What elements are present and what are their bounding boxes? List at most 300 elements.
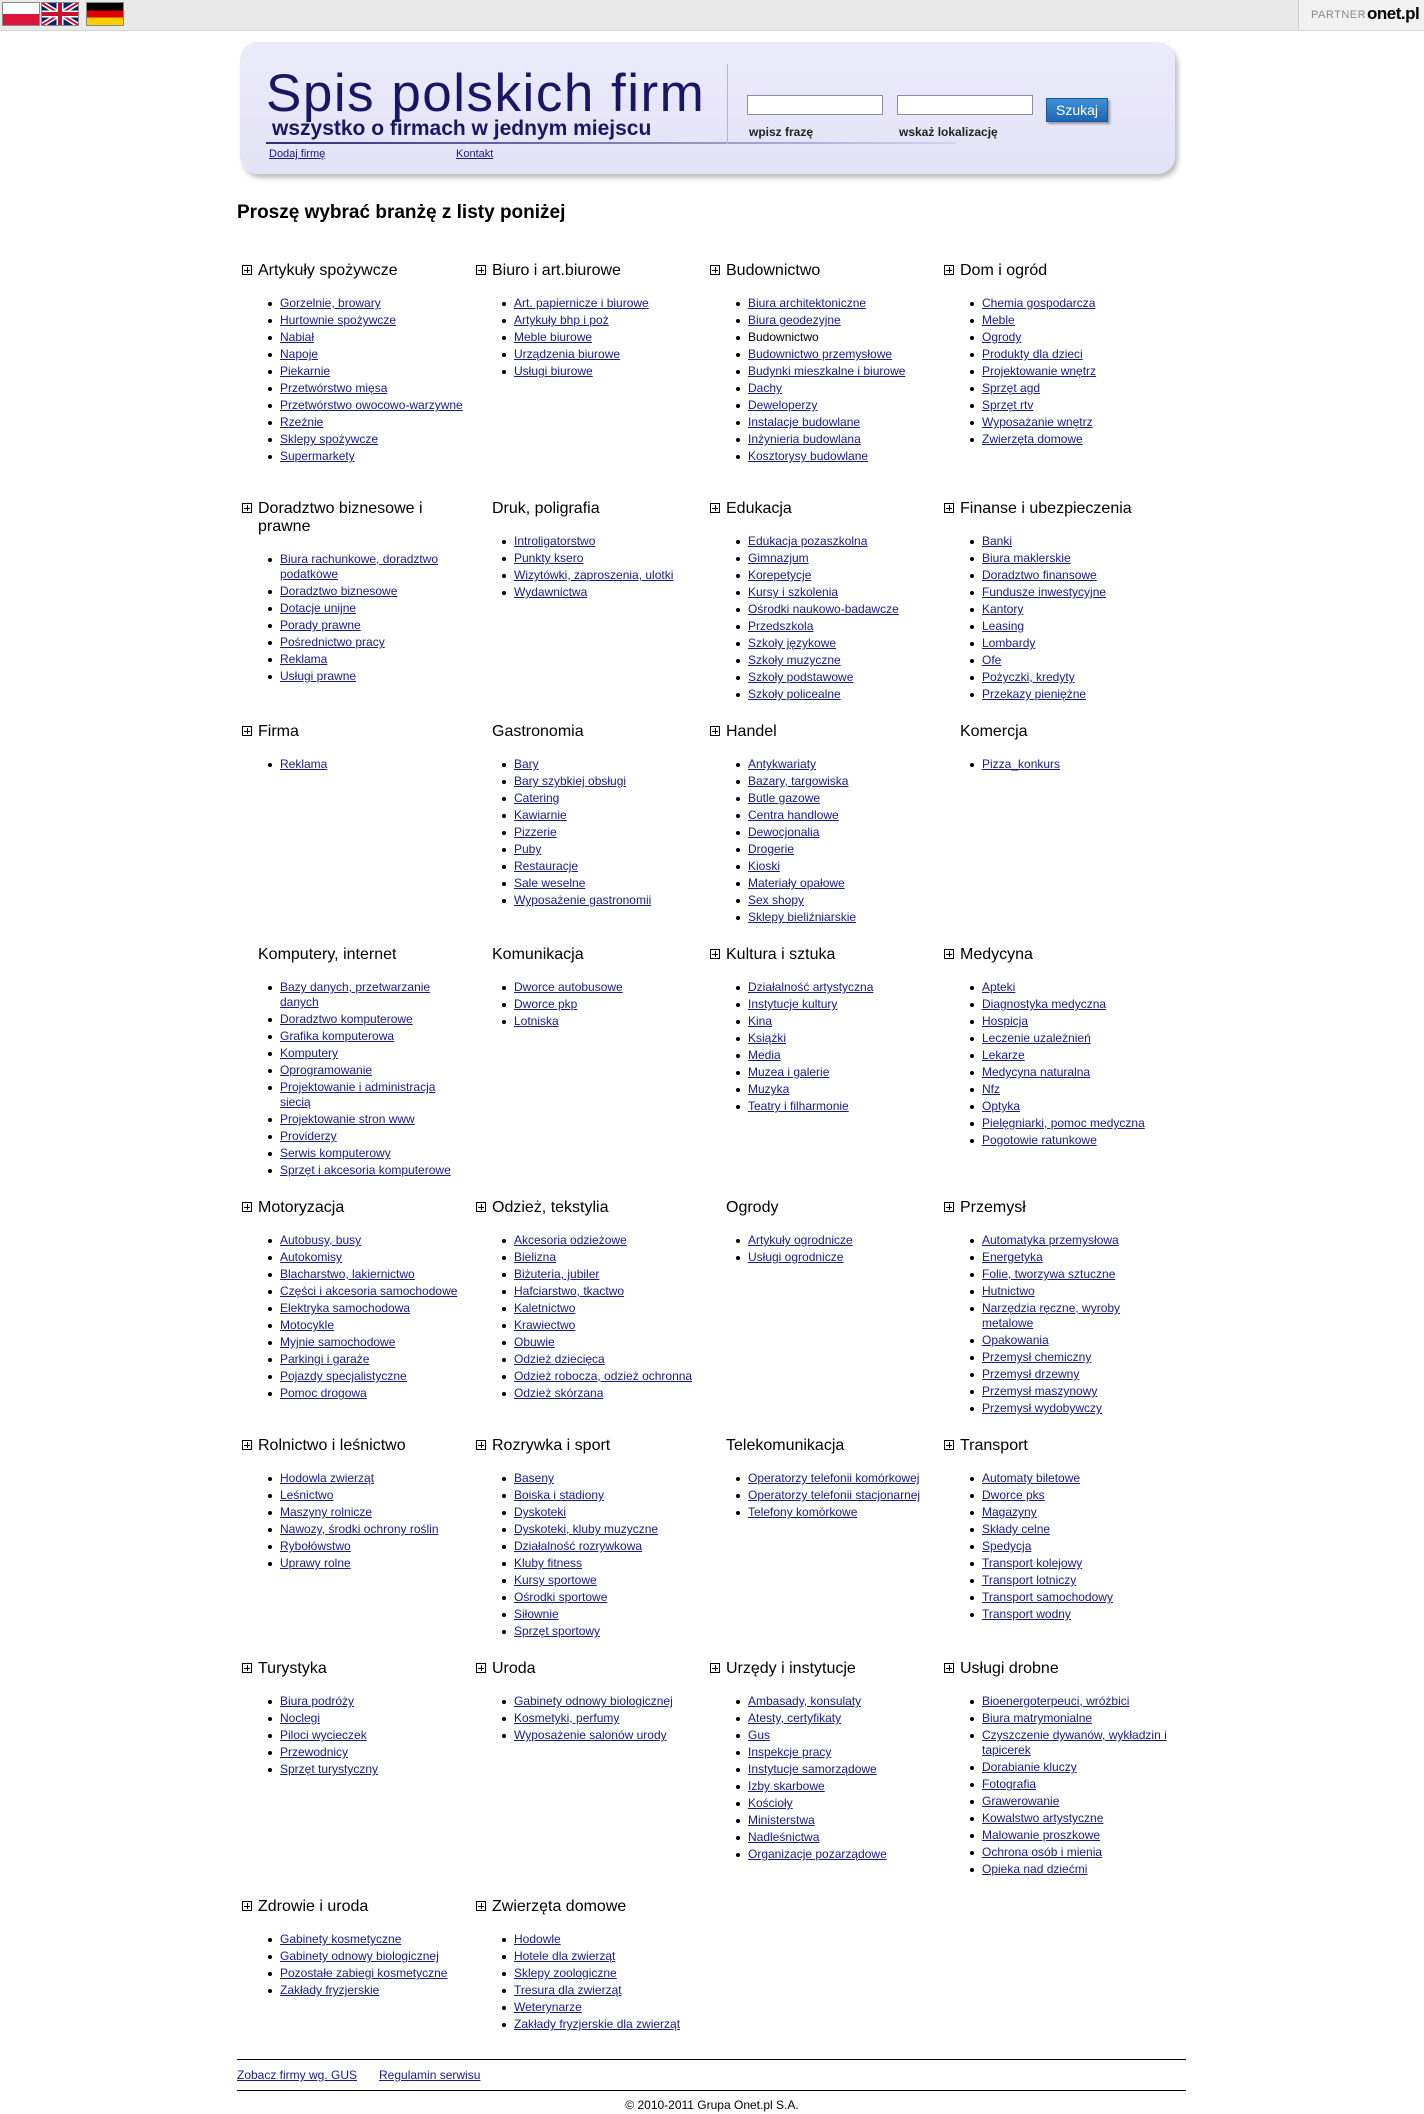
subcategory-link[interactable]: Motocykle bbox=[280, 1318, 335, 1332]
subcategory-link[interactable]: Instytucje kultury bbox=[748, 997, 838, 1011]
subcategory-link[interactable]: Drogerie bbox=[748, 842, 795, 856]
subcategory-link[interactable]: Gabinety odnowy biologicznej bbox=[280, 1949, 439, 1963]
subcategory-link[interactable]: Leczenie uzależnień bbox=[982, 1031, 1091, 1045]
subcategory-link[interactable]: Lotniska bbox=[514, 1014, 559, 1028]
expand-plus-icon[interactable] bbox=[710, 949, 720, 959]
subcategory-link[interactable]: Siłownie bbox=[514, 1607, 559, 1621]
subcategory-link[interactable]: Fundusze inwestycyjne bbox=[982, 585, 1107, 599]
expand-plus-icon[interactable] bbox=[242, 726, 252, 736]
subcategory-link[interactable]: Napoje bbox=[280, 347, 319, 361]
subcategory-link[interactable]: Pozostałe zabiegi kosmetyczne bbox=[280, 1966, 448, 1980]
subcategory-link[interactable]: Sklepy spożywcze bbox=[280, 432, 379, 446]
list-item bbox=[982, 1556, 1167, 1571]
category-title-label: Rolnictwo i leśnictwo bbox=[258, 1437, 406, 1454]
expand-plus-icon[interactable] bbox=[944, 1663, 954, 1673]
subcategory-link[interactable]: Ośrodki sportowe bbox=[514, 1590, 608, 1604]
subcategory-link[interactable]: Dyskoteki, kluby muzyczne bbox=[514, 1522, 659, 1536]
subcategory-link[interactable]: Kina bbox=[748, 1014, 773, 1028]
subcategory-link[interactable]: Hotele dla zwierząt bbox=[514, 1949, 616, 1963]
subcategory-link[interactable]: Lekarze bbox=[982, 1048, 1025, 1062]
subcategory-link[interactable]: Biura matrymonialne bbox=[982, 1711, 1093, 1725]
expand-plus-icon[interactable] bbox=[710, 265, 720, 275]
list-item bbox=[280, 980, 465, 1010]
subcategory-link[interactable]: Gorzelnie, browary bbox=[280, 296, 381, 310]
subcategory-link[interactable]: Gabinety odnowy biologicznej bbox=[514, 1694, 673, 1708]
subcategory-link[interactable]: Lombardy bbox=[982, 636, 1036, 650]
subcategory-link[interactable]: Maszyny rolnicze bbox=[280, 1505, 373, 1519]
list-item bbox=[514, 893, 699, 908]
subcategory-link[interactable]: Akcesoria odzieżowe bbox=[514, 1233, 627, 1247]
subcategory-link[interactable]: Baseny bbox=[514, 1471, 555, 1485]
category-title bbox=[474, 723, 699, 741]
subcategory-link[interactable]: Reklama bbox=[280, 652, 328, 666]
subcategory-link[interactable]: Kioski bbox=[748, 859, 781, 873]
list-item bbox=[514, 1539, 699, 1554]
subcategory-link[interactable]: Projektowanie wnętrz bbox=[982, 364, 1097, 378]
subcategory-link[interactable]: Sprzęt rtv bbox=[982, 398, 1034, 412]
subcategory-link[interactable]: Dyskoteki bbox=[514, 1505, 567, 1519]
subcategory-link[interactable]: Artykuły bhp i poż bbox=[514, 313, 609, 327]
subcategory-link[interactable]: Rybołówstwo bbox=[280, 1539, 351, 1553]
subcategory-link[interactable]: Atesty, certyfikaty bbox=[748, 1711, 842, 1725]
subcategory-link[interactable]: Zakłady fryzjerskie dla zwierząt bbox=[514, 2017, 681, 2031]
subcategory-link[interactable]: Usługi prawne bbox=[280, 669, 357, 683]
subcategory-link[interactable]: Instalacje budowlane bbox=[748, 415, 861, 429]
category-title bbox=[474, 946, 699, 964]
subcategory-link[interactable]: Weterynarze bbox=[514, 2000, 582, 2014]
subcategory-link[interactable]: Media bbox=[748, 1048, 781, 1062]
category-title-label: Artykuły spożywcze bbox=[258, 262, 398, 279]
list-item bbox=[514, 1267, 699, 1282]
subcategory-link[interactable]: Sprzęt i akcesoria komputerowe bbox=[280, 1163, 451, 1177]
subcategory-link[interactable]: Projektowanie stron www bbox=[280, 1112, 415, 1126]
subcategory-link[interactable]: Elektryka samochodowa bbox=[280, 1301, 411, 1315]
subcategory-link[interactable]: Fotografia bbox=[982, 1777, 1037, 1791]
logo-underline bbox=[266, 142, 956, 144]
expand-plus-icon[interactable] bbox=[710, 726, 720, 736]
subcategory-link[interactable]: Artykuły ogrodnicze bbox=[748, 1233, 853, 1247]
subcategory-link[interactable]: Magazyny bbox=[982, 1505, 1037, 1519]
subcategory-link[interactable]: Boiska i stadiony bbox=[514, 1488, 605, 1502]
subcategory-link[interactable]: Introligatorstwo bbox=[514, 534, 596, 548]
subcategory-link[interactable]: Wydawnictwa bbox=[514, 585, 588, 599]
list-item bbox=[748, 859, 933, 874]
subcategory-link[interactable]: Piekarnie bbox=[280, 364, 331, 378]
subcategory-link[interactable]: Grawerowanie bbox=[982, 1794, 1060, 1808]
subcategory-link[interactable]: Kosmetyki, perfumy bbox=[514, 1711, 620, 1725]
subcategory-link[interactable]: Wyposażenie gastronomii bbox=[514, 893, 652, 907]
expand-plus-icon[interactable] bbox=[710, 1663, 720, 1673]
subcategory-link[interactable]: Przetwórstwo owocowo-warzywne bbox=[280, 398, 463, 412]
list-item bbox=[982, 551, 1167, 566]
subcategory-link[interactable]: Odzież skórzana bbox=[514, 1386, 604, 1400]
expand-plus-icon[interactable] bbox=[944, 1202, 954, 1212]
subcategory-link[interactable]: Edukacja pozaszkolna bbox=[748, 534, 868, 548]
list-item bbox=[514, 1352, 699, 1367]
subcategory-link[interactable]: Teatry i filharmonie bbox=[748, 1099, 849, 1113]
subcategory-link[interactable]: Kantory bbox=[982, 602, 1024, 616]
subcategory-link[interactable]: Zwierzęta domowe bbox=[982, 432, 1083, 446]
subcategory-link[interactable]: Pośrednictwo pracy bbox=[280, 635, 385, 649]
subcategory-link[interactable]: Malowanie proszkowe bbox=[982, 1828, 1101, 1842]
category-title bbox=[240, 946, 465, 964]
expand-plus-icon[interactable] bbox=[944, 949, 954, 959]
subcategory-link[interactable]: Inżynieria budowlana bbox=[748, 432, 861, 446]
list-item bbox=[982, 1845, 1167, 1860]
subcategory-link[interactable]: Kawiarnie bbox=[514, 808, 567, 822]
subcategory-link[interactable]: Krawiectwo bbox=[514, 1318, 576, 1332]
subcategory-link[interactable]: Supermarkety bbox=[280, 449, 355, 463]
subcategory-link[interactable]: Książki bbox=[748, 1031, 787, 1045]
subcategory-link[interactable]: Szkoły podstawowe bbox=[748, 670, 854, 684]
subcategory-link[interactable]: Przewodnicy bbox=[280, 1745, 349, 1759]
category-block bbox=[942, 1437, 1167, 1624]
expand-plus-icon[interactable] bbox=[476, 265, 486, 275]
subcategory-link[interactable]: Serwis komputerowy bbox=[280, 1146, 391, 1160]
subcategory-link[interactable]: Kosztorysy budowlane bbox=[748, 449, 869, 463]
subcategory-link[interactable]: Biura maklerskie bbox=[982, 551, 1071, 565]
subcategory-link[interactable]: Autobusy, busy bbox=[280, 1233, 362, 1247]
expand-plus-icon[interactable] bbox=[476, 1663, 486, 1673]
subcategory-link[interactable]: Bary szybkiej obsługi bbox=[514, 774, 627, 788]
expand-plus-icon[interactable] bbox=[242, 265, 252, 275]
subcategory-link[interactable]: Oprogramowanie bbox=[280, 1063, 373, 1077]
subcategory-link[interactable]: Sprzęt turystyczny bbox=[280, 1762, 379, 1776]
subcategory-link[interactable]: Przemysł chemiczny bbox=[982, 1350, 1092, 1364]
subcategory-link[interactable]: Izby skarbowe bbox=[748, 1779, 825, 1793]
flag-en-icon[interactable] bbox=[41, 2, 79, 26]
subcategory-link[interactable]: Puby bbox=[514, 842, 542, 856]
subcategory-link[interactable]: Odzież robocza, odzież ochronna bbox=[514, 1369, 693, 1383]
subcategory-link[interactable]: Przekazy pieniężne bbox=[982, 687, 1087, 701]
subcategory-link[interactable]: Hutnictwo bbox=[982, 1284, 1035, 1298]
subcategory-link[interactable]: Przedszkola bbox=[748, 619, 814, 633]
subcategory-link[interactable]: Medycyna naturalna bbox=[982, 1065, 1091, 1079]
subcategory-link[interactable]: Gimnazjum bbox=[748, 551, 809, 565]
list-item bbox=[280, 1762, 465, 1777]
subcategory-link[interactable]: Przemysł wydobywczy bbox=[982, 1401, 1103, 1415]
subcategory-link[interactable]: Leasing bbox=[982, 619, 1025, 633]
subcategory-list bbox=[708, 534, 933, 702]
subcategory-link[interactable]: Ambasady, konsulaty bbox=[748, 1694, 862, 1708]
subcategory-link[interactable]: Butle gazowe bbox=[748, 791, 821, 805]
subcategory-link[interactable]: Opieka nad dziećmi bbox=[982, 1862, 1088, 1876]
subcategory-link[interactable]: Folie, tworzywa sztuczne bbox=[982, 1267, 1116, 1281]
subcategory-link[interactable]: Produkty dla dzieci bbox=[982, 347, 1083, 361]
subcategory-link[interactable]: Porady prawne bbox=[280, 618, 361, 632]
list-item bbox=[280, 1267, 465, 1282]
subcategory-link[interactable]: Ochrona osób i mienia bbox=[982, 1845, 1103, 1859]
subcategory-list bbox=[708, 1233, 933, 1265]
subcategory-link[interactable]: Uprawy rolne bbox=[280, 1556, 351, 1570]
subcategory-link[interactable]: Transport samochodowy bbox=[982, 1590, 1113, 1604]
subcategory-link[interactable]: Punkty ksero bbox=[514, 551, 584, 565]
expand-plus-icon[interactable] bbox=[476, 1440, 486, 1450]
subcategory-link[interactable]: Myjnie samochodowe bbox=[280, 1335, 396, 1349]
search-button[interactable]: Szukaj bbox=[1046, 98, 1108, 122]
list-item bbox=[280, 449, 465, 464]
terms-link[interactable]: Regulamin serwisu bbox=[379, 2068, 481, 2082]
subcategory-link[interactable]: Transport kolejowy bbox=[982, 1556, 1083, 1570]
subcategory-link[interactable]: Gus bbox=[748, 1728, 771, 1742]
subcategory-link[interactable]: Doradztwo komputerowe bbox=[280, 1012, 413, 1026]
subcategory-link[interactable]: Dewocjonalia bbox=[748, 825, 820, 839]
subcategory-link[interactable]: Szkoły muzyczne bbox=[748, 653, 841, 667]
list-item bbox=[748, 1830, 933, 1845]
category-title-label: Gastronomia bbox=[492, 723, 584, 740]
subcategory-link[interactable]: Nadleśnictwa bbox=[748, 1830, 820, 1844]
subcategory-link[interactable]: Czyszczenie dywanów, wykładzin i tapicerek bbox=[982, 1728, 1167, 1757]
list-item bbox=[982, 1694, 1167, 1709]
subcategory-link[interactable]: Części i akcesoria samochodowe bbox=[280, 1284, 458, 1298]
subcategory-link[interactable]: Składy celne bbox=[982, 1522, 1051, 1536]
subcategory-link[interactable]: Budynki mieszkalne i biurowe bbox=[748, 364, 906, 378]
expand-plus-icon[interactable] bbox=[944, 265, 954, 275]
subcategory-link[interactable]: Kluby fitness bbox=[514, 1556, 583, 1570]
subcategory-link[interactable]: Projektowanie i administracja siecią bbox=[280, 1080, 436, 1109]
subcategory-link[interactable]: Automatyka przemysłowa bbox=[982, 1233, 1119, 1247]
subcategory-link[interactable]: Sprzęt sportowy bbox=[514, 1624, 601, 1638]
gus-link[interactable]: Zobacz firmy wg. GUS bbox=[237, 2068, 358, 2082]
subcategory-link[interactable]: Przemysł drzewny bbox=[982, 1367, 1080, 1381]
subcategory-link[interactable]: Biura architektoniczne bbox=[748, 296, 867, 310]
list-item bbox=[748, 997, 933, 1012]
subcategory-link[interactable]: Sprzęt agd bbox=[982, 381, 1041, 395]
category-title bbox=[942, 262, 1167, 280]
list-item bbox=[514, 774, 699, 789]
subcategory-link[interactable]: Dworce autobusowe bbox=[514, 980, 623, 994]
subcategory-link[interactable]: Providerzy bbox=[280, 1129, 337, 1143]
subcategory-link[interactable]: Pizzerie bbox=[514, 825, 557, 839]
list-item bbox=[280, 1522, 465, 1537]
subcategory-link[interactable]: Muzea i galerie bbox=[748, 1065, 830, 1079]
subcategory-link[interactable]: Kaletnictwo bbox=[514, 1301, 576, 1315]
subcategory-link[interactable]: Art. papiernicze i biurowe bbox=[514, 296, 649, 310]
category-block bbox=[942, 262, 1167, 449]
subcategory-link[interactable]: Energetyka bbox=[982, 1250, 1043, 1264]
subcategory-link[interactable]: Korepetycje bbox=[748, 568, 812, 582]
list-item bbox=[514, 364, 699, 379]
subcategory-link[interactable]: Bielizna bbox=[514, 1250, 557, 1264]
subcategory-link[interactable]: Tresura dla zwierząt bbox=[514, 1983, 622, 1997]
subcategory-link[interactable]: Kursy i szkolenia bbox=[748, 585, 839, 599]
expand-plus-icon[interactable] bbox=[944, 503, 954, 513]
list-item bbox=[982, 398, 1167, 413]
subcategory-link[interactable]: Piloci wycieczek bbox=[280, 1728, 367, 1742]
subcategory-link[interactable]: Szkoły językowe bbox=[748, 636, 837, 650]
subcategory-link[interactable]: Kościoły bbox=[748, 1796, 793, 1810]
subcategory-list bbox=[240, 1233, 465, 1401]
subcategory-link[interactable]: Działalność rozrywkowa bbox=[514, 1539, 643, 1553]
subcategory-link[interactable]: Komputery bbox=[280, 1046, 339, 1060]
subcategory-link[interactable]: Działalność artystyczna bbox=[748, 980, 874, 994]
subcategory-link[interactable]: Dachy bbox=[748, 381, 783, 395]
subcategory-link[interactable]: Grafika komputerowa bbox=[280, 1029, 395, 1043]
list-item bbox=[748, 432, 933, 447]
subcategory-link[interactable]: Spedycja bbox=[982, 1539, 1032, 1553]
subcategory-link[interactable]: Nabiał bbox=[280, 330, 315, 344]
expand-plus-icon[interactable] bbox=[710, 503, 720, 513]
subcategory-link[interactable]: Dotacje unijne bbox=[280, 601, 357, 615]
subcategory-link[interactable]: Usługi ogrodnicze bbox=[748, 1250, 844, 1264]
subcategory-link[interactable]: Operatorzy telefonii stacjonarnej bbox=[748, 1488, 921, 1502]
expand-plus-icon[interactable] bbox=[476, 1901, 486, 1911]
subcategory-link[interactable]: Biura podróży bbox=[280, 1694, 355, 1708]
subcategory-link[interactable]: Noclegi bbox=[280, 1711, 321, 1725]
subcategory-link[interactable]: Usługi biurowe bbox=[514, 364, 593, 378]
list-item bbox=[748, 1014, 933, 1029]
subcategory-link[interactable]: Telefony komórkowe bbox=[748, 1505, 858, 1519]
subcategory-link[interactable]: Restauracje bbox=[514, 859, 579, 873]
subcategory-link[interactable]: Opakowania bbox=[982, 1333, 1049, 1347]
subcategory-link[interactable]: Wyposażenie salonów urody bbox=[514, 1728, 667, 1742]
expand-plus-icon[interactable] bbox=[242, 1202, 252, 1212]
subcategory-link[interactable]: Leśnictwo bbox=[280, 1488, 334, 1502]
list-item bbox=[982, 1250, 1167, 1265]
subcategory-text: Budownictwo bbox=[748, 330, 819, 344]
subcategory-link[interactable]: Ofe bbox=[982, 653, 1002, 667]
subcategory-link[interactable]: Operatorzy telefonii komórkowej bbox=[748, 1471, 920, 1485]
subcategory-link[interactable]: Kowalstwo artystyczne bbox=[982, 1811, 1104, 1825]
subcategory-link[interactable]: Hodowle bbox=[514, 1932, 561, 1946]
subcategory-link[interactable]: Sex shopy bbox=[748, 893, 805, 907]
subcategory-link[interactable]: Wyposażanie wnętrz bbox=[982, 415, 1093, 429]
list-item bbox=[748, 1471, 933, 1486]
flag-pl-icon[interactable] bbox=[2, 2, 40, 26]
subcategory-link[interactable]: Muzyka bbox=[748, 1082, 790, 1096]
subcategory-link[interactable]: Dworce pkp bbox=[514, 997, 578, 1011]
subcategory-link[interactable]: Narzędzia ręczne, wyroby metalowe bbox=[982, 1301, 1121, 1330]
category-block bbox=[474, 723, 699, 910]
add-company-link[interactable]: Dodaj firmę bbox=[269, 148, 326, 160]
subcategory-link[interactable]: Hospicja bbox=[982, 1014, 1029, 1028]
subcategory-link[interactable]: Doradztwo finansowe bbox=[982, 568, 1097, 582]
subcategory-link[interactable]: Urządzenia biurowe bbox=[514, 347, 621, 361]
subcategory-link[interactable]: Biura rachunkowe, doradztwo podatkowe bbox=[280, 552, 439, 581]
subcategory-link[interactable]: Dworce pks bbox=[982, 1488, 1045, 1502]
category-block bbox=[708, 500, 933, 704]
subcategory-link[interactable]: Sklepy bieliźniarskie bbox=[748, 910, 857, 924]
subcategory-link[interactable]: Automaty biletowe bbox=[982, 1471, 1081, 1485]
subcategory-link[interactable]: Catering bbox=[514, 791, 560, 805]
subcategory-link[interactable]: Autokomisy bbox=[280, 1250, 343, 1264]
subcategory-link[interactable]: Instytucje samorządowe bbox=[748, 1762, 877, 1776]
subcategory-link[interactable]: Ośrodki naukowo-badawcze bbox=[748, 602, 899, 616]
expand-plus-icon[interactable] bbox=[476, 1202, 486, 1212]
subcategory-link[interactable]: Bazy danych, przetwarzanie danych bbox=[280, 980, 431, 1009]
subcategory-link[interactable]: Antykwariaty bbox=[748, 757, 817, 771]
subcategory-link[interactable]: Biura geodezyjne bbox=[748, 313, 841, 327]
subcategory-list bbox=[474, 980, 699, 1029]
subcategory-link[interactable]: Chemia gospodarcza bbox=[982, 296, 1096, 310]
subcategory-link[interactable]: Transport lotniczy bbox=[982, 1573, 1077, 1587]
subcategory-link[interactable]: Bioenergoterpeuci, wróżbici bbox=[982, 1694, 1130, 1708]
list-item bbox=[748, 381, 933, 396]
subcategory-link[interactable]: Doradztwo biznesowe bbox=[280, 584, 398, 598]
subcategory-link[interactable]: Hurtownie spożywcze bbox=[280, 313, 397, 327]
subcategory-list bbox=[708, 1471, 933, 1520]
subcategory-link[interactable]: Budownictwo przemysłowe bbox=[748, 347, 893, 361]
subcategory-link[interactable]: Rzeźnie bbox=[280, 415, 324, 429]
subcategory-link[interactable]: Ogrody bbox=[982, 330, 1022, 344]
subcategory-link[interactable]: Meble bbox=[982, 313, 1015, 327]
list-item bbox=[748, 774, 933, 789]
subcategory-link[interactable]: Pomoc drogowa bbox=[280, 1386, 367, 1400]
subcategory-link[interactable]: Odzież dziecięca bbox=[514, 1352, 605, 1366]
subcategory-link[interactable]: Pojazdy specjalistyczne bbox=[280, 1369, 407, 1383]
subcategory-link[interactable]: Pożyczki, kredyty bbox=[982, 670, 1075, 684]
subcategory-link[interactable]: Szkoły policealne bbox=[748, 687, 841, 701]
list-item bbox=[280, 1539, 465, 1554]
subcategory-link[interactable]: Przemysł maszynowy bbox=[982, 1384, 1098, 1398]
subcategory-list bbox=[708, 980, 933, 1114]
location-input[interactable] bbox=[897, 95, 1033, 115]
expand-plus-icon[interactable] bbox=[242, 1440, 252, 1450]
contact-link[interactable]: Kontakt bbox=[456, 148, 494, 160]
subcategory-link[interactable]: Bazary, targowiska bbox=[748, 774, 849, 788]
onet-logo[interactable]: onet.pl bbox=[1367, 4, 1420, 23]
subcategory-link[interactable]: Kursy sportowe bbox=[514, 1573, 597, 1587]
subcategory-link[interactable]: Zakłady fryzjerskie bbox=[280, 1983, 380, 1997]
subcategory-link[interactable]: Hafciarstwo, tkactwo bbox=[514, 1284, 625, 1298]
flag-de-icon[interactable] bbox=[86, 2, 124, 26]
list-item bbox=[748, 1233, 933, 1248]
subcategory-link[interactable]: Optyka bbox=[982, 1099, 1021, 1113]
expand-plus-icon[interactable] bbox=[242, 1663, 252, 1673]
subcategory-link[interactable]: Organizacje pozarządowe bbox=[748, 1847, 887, 1861]
subcategory-list bbox=[474, 296, 699, 379]
subcategory-link[interactable]: Diagnostyka medyczna bbox=[982, 997, 1107, 1011]
subcategory-link[interactable]: Banki bbox=[982, 534, 1013, 548]
expand-plus-icon[interactable] bbox=[242, 503, 252, 513]
subcategory-link[interactable]: Sklepy zoologiczne bbox=[514, 1966, 617, 1980]
subcategory-link[interactable]: Nfz bbox=[982, 1082, 1000, 1096]
subcategory-link[interactable]: Materiały opałowe bbox=[748, 876, 845, 890]
subcategory-link[interactable]: Reklama bbox=[280, 757, 328, 771]
category-block bbox=[240, 946, 465, 1180]
phrase-input[interactable] bbox=[747, 95, 883, 115]
subcategory-link[interactable]: Blacharstwo, lakiernictwo bbox=[280, 1267, 415, 1281]
subcategory-link[interactable]: Przetwórstwo mięsa bbox=[280, 381, 388, 395]
subcategory-link[interactable]: Bary bbox=[514, 757, 539, 771]
subcategory-link[interactable]: Dorabianie kluczy bbox=[982, 1760, 1077, 1774]
expand-plus-icon[interactable] bbox=[944, 1440, 954, 1450]
subcategory-link[interactable]: Ministerstwa bbox=[748, 1813, 815, 1827]
subcategory-link[interactable]: Deweloperzy bbox=[748, 398, 818, 412]
subcategory-link[interactable]: Pizza_konkurs bbox=[982, 757, 1061, 771]
subcategory-list bbox=[474, 1471, 699, 1639]
subcategory-link[interactable]: Meble biurowe bbox=[514, 330, 593, 344]
subcategory-link[interactable]: Apteki bbox=[982, 980, 1016, 994]
subcategory-link[interactable]: Parkingi i garaże bbox=[280, 1352, 370, 1366]
subcategory-link[interactable]: Sale weselne bbox=[514, 876, 586, 890]
subcategory-link[interactable]: Inspekcje pracy bbox=[748, 1745, 832, 1759]
list-item bbox=[748, 551, 933, 566]
subcategory-link[interactable]: Obuwie bbox=[514, 1335, 555, 1349]
subcategory-link[interactable]: Pogotowie ratunkowe bbox=[982, 1133, 1097, 1147]
subcategory-link[interactable]: Hodowla zwierząt bbox=[280, 1471, 375, 1485]
subcategory-link[interactable]: Wizytówki, zaproszenia, ulotki bbox=[514, 568, 674, 582]
subcategory-link[interactable]: Biżuteria, jubiler bbox=[514, 1267, 600, 1281]
subcategory-link[interactable]: Centra handlowe bbox=[748, 808, 839, 822]
expand-plus-icon[interactable] bbox=[242, 1901, 252, 1911]
list-item bbox=[280, 1112, 465, 1127]
subcategory-link[interactable]: Nawozy, środki ochrony roślin bbox=[280, 1522, 439, 1536]
subcategory-list bbox=[240, 757, 465, 772]
subcategory-link[interactable]: Pielęgniarki, pomoc medyczna bbox=[982, 1116, 1145, 1130]
subcategory-link[interactable]: Gabinety kosmetyczne bbox=[280, 1932, 402, 1946]
subcategory-link[interactable]: Transport wodny bbox=[982, 1607, 1071, 1621]
